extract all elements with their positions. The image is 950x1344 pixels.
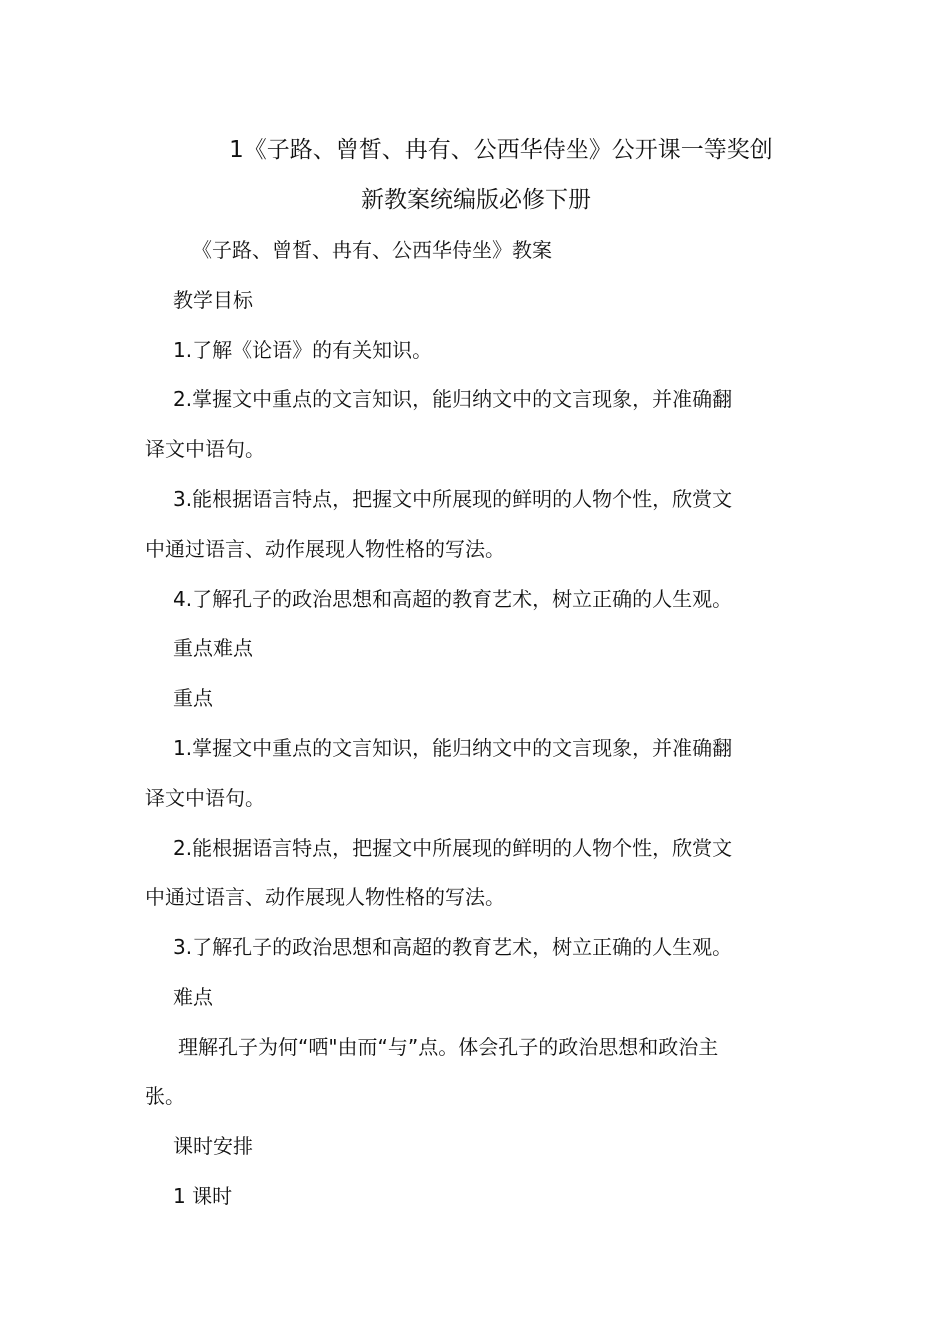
difficulty-text-line-2: 张。 [145, 1084, 185, 1108]
document-title-line-1: 1《子路、曾皙、冉有、公西华侍坐》公开课一等奖创 [229, 137, 773, 163]
objective-3-line-1: 3.能根据语言特点，把握文中所展现的鲜明的人物个性，欣赏文 [173, 487, 733, 511]
key-point-1-line-1: 1.掌握文中重点的文言知识，能归纳文中的文言现象，并准确翻 [173, 736, 733, 760]
schedule-value: 1 课时 [173, 1184, 233, 1208]
key-point-3: 3.了解孔子的政治思想和高超的教育艺术，树立正确的人生观。 [173, 935, 733, 959]
objectives-heading: 教学目标 [173, 288, 253, 312]
objective-3-line-2: 中通过语言、动作展现人物性格的写法。 [145, 537, 505, 561]
objective-4: 4.了解孔子的政治思想和高超的教育艺术，树立正确的人生观。 [173, 587, 733, 611]
lesson-plan-subtitle: 《子路、曾皙、冉有、公西华侍坐》教案 [192, 238, 552, 262]
key-points-subheading: 重点 [173, 686, 213, 710]
difficulties-heading: 难点 [173, 985, 213, 1009]
objective-2-line-2: 译文中语句。 [145, 437, 265, 461]
key-points-heading: 重点难点 [173, 636, 253, 660]
document-title-line-2: 新教案统编版必修下册 [361, 187, 591, 213]
key-point-2-line-1: 2.能根据语言特点，把握文中所展现的鲜明的人物个性，欣赏文 [173, 836, 733, 860]
schedule-heading: 课时安排 [173, 1134, 253, 1158]
objective-1: 1.了解《论语》的有关知识。 [173, 338, 433, 362]
key-point-1-line-2: 译文中语句。 [145, 786, 265, 810]
difficulty-text-line-1: 理解孔子为何“哂"由而“与”点。体会孔子的政治思想和政治主 [178, 1035, 719, 1059]
objective-2-line-1: 2.掌握文中重点的文言知识，能归纳文中的文言现象，并准确翻 [173, 387, 733, 411]
key-point-2-line-2: 中通过语言、动作展现人物性格的写法。 [145, 885, 505, 909]
